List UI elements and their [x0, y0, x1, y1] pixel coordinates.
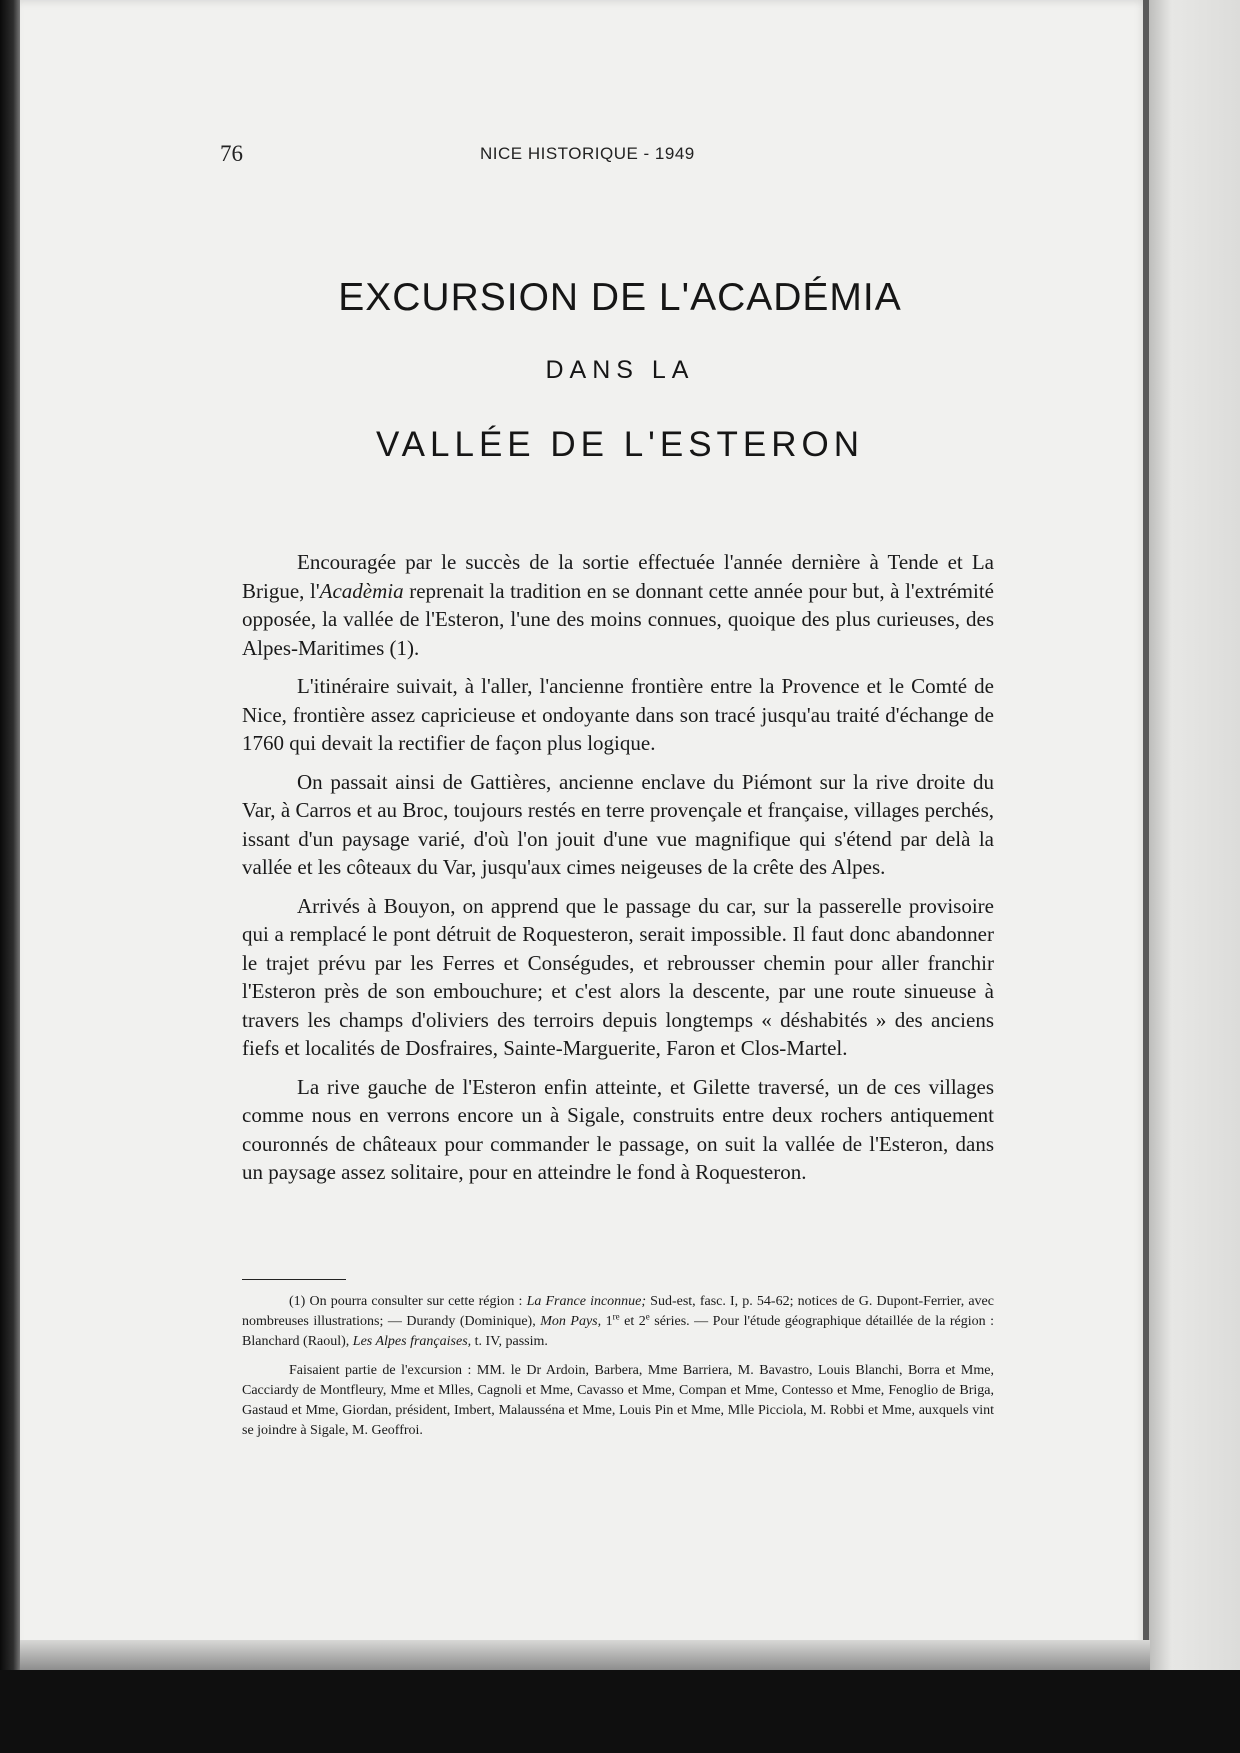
footnote-1-text-a: (1) On pourra consulter sur cette région : — [289, 1294, 527, 1309]
footnote-1 — [242, 1292, 994, 1352]
running-head: NICE HISTORIQUE - 1949 — [480, 144, 695, 163]
footnote-separator — [242, 1279, 346, 1280]
footnote-participants: Faisaient partie de l'excursion : MM. le Dr Ardoin, Barbera, Mme Barriera, M. Bavastro, Louis Blanchi, Borra et Mme, Cacciardy de Montfleury, Mme et Mlles, Cagnoli et Mme, Cavasso et Mme, Compan et Mme, Contesso et Mme, Fenoglio de Briga, Gastaud et Mme, Giordan, président, Imbert, Malausséna et Mme, Louis Pin et Mme, Mlle Picciola, M. Robbi et Mme, auxquels vint se joindre à Sigale, M. Geoffroi. — [242, 1363, 994, 1438]
footnote-1-text-c1: 1 — [601, 1314, 613, 1329]
page-number: 76 — [220, 141, 243, 166]
article-title-connector: DANS LA — [545, 356, 695, 384]
footnote-1-sup-2: e — [645, 1311, 650, 1322]
footnote-1-text-d: t. IV, passim. — [471, 1334, 548, 1349]
paragraph-4: Arrivés à Bouyon, on apprend que le passage du car, sur la passerelle provisoire qui a remplacé le pont détruit de Roquesteron, serait impossible. Il faut donc abandonner le trajet prévu par les Ferres et Conségudes, et rebrousser chemin pour aller franchir l'Esteron près de son embouchure; et c'est alors la descente, par une route sinueuse à travers les champs d'oliviers des terroirs depuis longtemps « déshabités » des anciens fiefs et localités de Dosfraires, Sainte-Marguerite, Faron et Clos-Martel. — [242, 893, 994, 1060]
footnote-1-italic-2: Mon Pays, — [540, 1314, 602, 1329]
scan-bottom-border — [0, 1670, 1240, 1753]
paragraph-2: L'itinéraire suivait, à l'aller, l'ancienne frontière entre la Provence et le Comté de Nice, frontière assez capricieuse et ondoyante dans son tracé jusqu'au traité d'échange de 1760 qui devait la rectifier de façon plus logique. — [242, 674, 994, 755]
footnote-1-sup-1: re — [612, 1311, 620, 1322]
article-body — [242, 548, 994, 1197]
article-subtitle: VALLÉE DE L'ESTERON — [375, 425, 865, 464]
article-title: EXCURSION DE L'ACADÉMIA — [338, 276, 902, 319]
paragraph-1 — [242, 548, 994, 662]
footnote-1-text-c3: séries. — Pour l'étude géographique détaillée de la région : Blanchard (Raoul), — [242, 1314, 994, 1349]
paragraph-5: La rive gauche de l'Esteron enfin atteinte, et Gilette traversé, un de ces villages comme nous en verrons encore un à Sigale, construits entre deux rochers antiquement couronnés de châteaux pour commander le passage, on suit la vallée de l'Esteron, dans un paysage assez solitaire, pour en atteindre le fond à Roquesteron. — [242, 1074, 994, 1184]
footnotes — [242, 1292, 994, 1450]
page-bottom-shadow — [20, 1640, 1150, 1670]
footnote-1-italic-1: La France inconnue; — [526, 1294, 647, 1309]
footnote-1-text-c2: et 2 — [619, 1314, 646, 1329]
footnote-1-text-b: Sud-est, fasc. I, p. 54-62; notices de G. Dupont-Ferrier, avec nombreuses illustrations; — Durandy (Dominique), — [242, 1294, 994, 1329]
scan-left-edge — [0, 0, 22, 1753]
paragraph-1-text-a: Encouragée par le succès de la sortie effectuée l'année dernière à Tende et La Brigue, l' — [242, 550, 994, 603]
paragraph-1-text-b: reprenait la tradition en se donnant cette année pour but, à l'extrémité opposée, la vallée de l'Esteron, l'une des moins connues, quoique des plus curieuses, des Alpes-Maritimes (1). — [242, 578, 994, 660]
paragraph-3: On passait ainsi de Gattières, ancienne enclave du Piémont sur la rive droite du Var, à Carros et au Broc, toujours restés en terre provençale et française, villages perchés, issant d'un paysage varié, d'où l'on jouit d'une vue magnifique qui s'étend par delà la vallée et les côteaux du Var, jusqu'aux cimes neigeuses de la crête des Alpes. — [242, 769, 994, 879]
footnote-1-italic-3: Les Alpes françaises, — [352, 1334, 472, 1349]
adjacent-page-edge — [1149, 0, 1240, 1700]
academia-italic: Acadèmia — [319, 578, 404, 603]
